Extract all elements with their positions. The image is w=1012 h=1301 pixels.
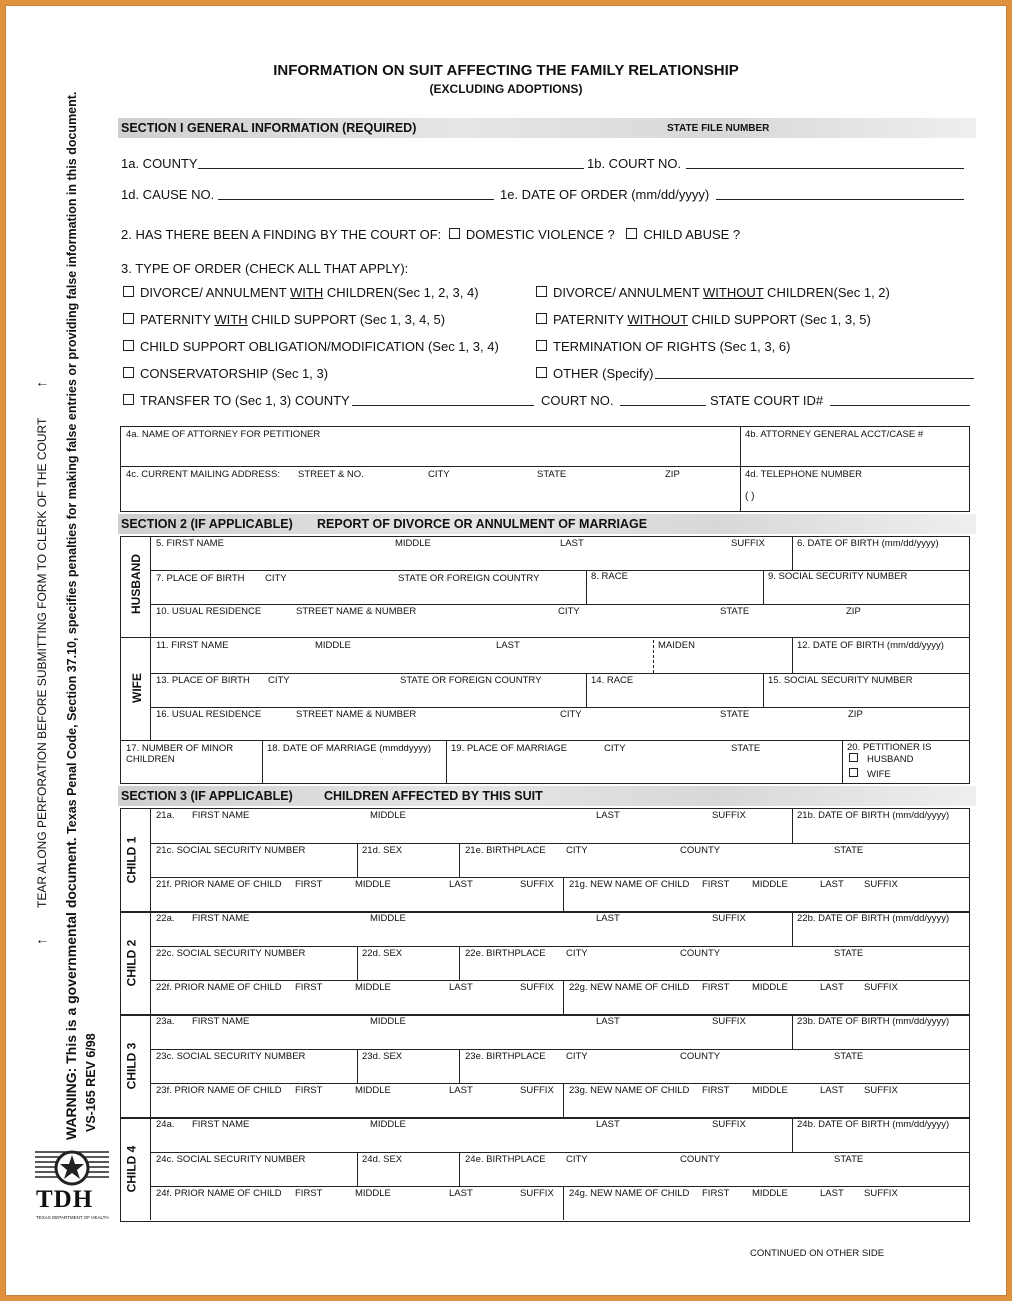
child-ssn-label: 23c. SOCIAL SECURITY NUMBER bbox=[156, 1051, 306, 1062]
date-of-order-label: 1e. DATE OF ORDER (mm/dd/yyyy) bbox=[500, 187, 710, 202]
ag-acct-label: 4b. ATTORNEY GENERAL ACCT/CASE # bbox=[745, 429, 924, 440]
tear-instruction: ↑TEAR ALONG PERFORATION BEFORE SUBMITTING FORM TO CLERK OF THE COURT↑ bbox=[33, 380, 49, 945]
divorce-with-children-checkbox[interactable] bbox=[123, 286, 134, 297]
paternity-with-checkbox[interactable] bbox=[123, 313, 134, 324]
child-first-name-num: 22a. bbox=[156, 913, 175, 924]
child-prior-first-label: FIRST bbox=[295, 879, 323, 890]
city-label: CITY bbox=[428, 469, 450, 480]
child-new-first-label: FIRST bbox=[702, 1085, 730, 1096]
child-new-first-label: FIRST bbox=[702, 879, 730, 890]
arrow-icon: ↑ bbox=[33, 938, 49, 945]
child-prior-name-label: 24f. PRIOR NAME OF CHILD bbox=[156, 1188, 282, 1199]
child-suffix-label: SUFFIX bbox=[712, 810, 746, 821]
court-no-label: 1b. COURT NO. bbox=[587, 156, 682, 171]
child-support-checkbox[interactable] bbox=[123, 340, 134, 351]
child-prior-middle-label: MIDDLE bbox=[355, 1188, 391, 1199]
h-place-of-birth-label: 7. PLACE OF BIRTH bbox=[156, 573, 245, 584]
finding-question: 2. HAS THERE BEEN A FINDING BY THE COURT OF: DOMESTIC VIOLENCE ? CHILD ABUSE ? bbox=[121, 227, 741, 242]
child-last-label: LAST bbox=[596, 810, 620, 821]
child-ssn-label: 24c. SOCIAL SECURITY NUMBER bbox=[156, 1154, 306, 1165]
child-block bbox=[120, 911, 970, 1016]
child-prior-suffix-label: SUFFIX bbox=[520, 1188, 554, 1199]
w-middle-label: MIDDLE bbox=[315, 640, 351, 651]
w-city-label: CITY bbox=[268, 675, 290, 686]
h-res-city-label: CITY bbox=[558, 606, 580, 617]
minor-children-label: 17. NUMBER OF MINOR bbox=[126, 743, 234, 754]
child-prior-middle-label: MIDDLE bbox=[355, 982, 391, 993]
county-label: 1a. COUNTY bbox=[121, 156, 198, 171]
child-city-label: CITY bbox=[566, 1154, 588, 1165]
w-last-label: LAST bbox=[496, 640, 520, 651]
w-place-of-birth-label: 13. PLACE OF BIRTH bbox=[156, 675, 250, 686]
child-county-label: COUNTY bbox=[680, 948, 721, 959]
child-sex-label: 21d. SEX bbox=[362, 845, 403, 856]
child-birthplace-label: 21e. BIRTHPLACE bbox=[465, 845, 546, 856]
h-res-state-label: STATE bbox=[720, 606, 750, 617]
h-ssn-label: 9. SOCIAL SECURITY NUMBER bbox=[768, 571, 908, 582]
child-prior-name-label: 21f. PRIOR NAME OF CHILD bbox=[156, 879, 282, 890]
state-court-id-label: STATE COURT ID# bbox=[710, 393, 824, 408]
state-label: STATE bbox=[537, 469, 567, 480]
other-checkbox[interactable] bbox=[536, 367, 547, 378]
transfer-checkbox[interactable] bbox=[123, 394, 134, 405]
child-middle-label: MIDDLE bbox=[370, 913, 406, 924]
child-prior-middle-label: MIDDLE bbox=[355, 1085, 391, 1096]
child-dob-label: 21b. DATE OF BIRTH (mm/dd/yyyy) bbox=[797, 810, 950, 821]
child-first-name-num: 24a. bbox=[156, 1119, 175, 1130]
h-middle-label: MIDDLE bbox=[395, 538, 431, 549]
child-first-name-label: FIRST NAME bbox=[192, 1119, 250, 1130]
child-city-label: CITY bbox=[566, 948, 588, 959]
child-new-first-label: FIRST bbox=[702, 982, 730, 993]
child-new-name-label: 21g. NEW NAME OF CHILD bbox=[569, 879, 690, 890]
section2-heading-a: SECTION 2 (IF APPLICABLE) bbox=[121, 517, 293, 531]
option-paternity-without: PATERNITY WITHOUT CHILD SUPPORT (Sec 1, 3, 5) bbox=[536, 312, 871, 327]
county-field[interactable] bbox=[198, 168, 584, 169]
paternity-without-checkbox[interactable] bbox=[536, 313, 547, 324]
child-first-name-label: FIRST NAME bbox=[192, 810, 250, 821]
child-new-suffix-label: SUFFIX bbox=[864, 1188, 898, 1199]
logo-subtext: TEXAS DEPARTMENT OF HEALTH bbox=[36, 1215, 109, 1220]
domestic-violence-checkbox[interactable] bbox=[449, 228, 460, 239]
state-file-number-label: STATE FILE NUMBER bbox=[667, 123, 770, 134]
child-new-middle-label: MIDDLE bbox=[752, 982, 788, 993]
section3-heading-a: SECTION 3 (IF APPLICABLE) bbox=[121, 789, 293, 803]
child-prior-last-label: LAST bbox=[449, 982, 473, 993]
continued-note: CONTINUED ON OTHER SIDE bbox=[750, 1248, 885, 1259]
option-conservatorship: CONSERVATORSHIP (Sec 1, 3) bbox=[123, 366, 328, 381]
marriage-state-label: STATE bbox=[731, 743, 761, 754]
marriage-city-label: CITY bbox=[604, 743, 626, 754]
telephone-parens: ( ) bbox=[745, 491, 755, 502]
child-prior-first-label: FIRST bbox=[295, 1188, 323, 1199]
child-new-last-label: LAST bbox=[820, 1085, 844, 1096]
child-new-name-label: 24g. NEW NAME OF CHILD bbox=[569, 1188, 690, 1199]
w-ssn-label: 15. SOCIAL SECURITY NUMBER bbox=[768, 675, 913, 686]
child-prior-first-label: FIRST bbox=[295, 1085, 323, 1096]
child-birthplace-label: 24e. BIRTHPLACE bbox=[465, 1154, 546, 1165]
section1-heading: SECTION I GENERAL INFORMATION (REQUIRED) bbox=[121, 121, 417, 135]
child-new-last-label: LAST bbox=[820, 879, 844, 890]
option-divorce-without-children: DIVORCE/ ANNULMENT WITHOUT CHILDREN(Sec 1, 2) bbox=[536, 285, 890, 300]
child-label: CHILD 3 bbox=[124, 1042, 139, 1090]
place-of-marriage-label: 19. PLACE OF MARRIAGE bbox=[451, 743, 568, 754]
child-suffix-label: SUFFIX bbox=[712, 913, 746, 924]
w-state-country-label: STATE OR FOREIGN COUNTRY bbox=[400, 675, 542, 686]
w-dob-label: 12. DATE OF BIRTH (mm/dd/yyyy) bbox=[797, 640, 944, 651]
child-prior-suffix-label: SUFFIX bbox=[520, 1085, 554, 1096]
child-block bbox=[120, 1014, 970, 1119]
child-dob-label: 23b. DATE OF BIRTH (mm/dd/yyyy) bbox=[797, 1016, 950, 1027]
h-residence-label: 10. USUAL RESIDENCE bbox=[156, 606, 262, 617]
child-suffix-label: SUFFIX bbox=[712, 1016, 746, 1027]
child-prior-name-label: 23f. PRIOR NAME OF CHILD bbox=[156, 1085, 282, 1096]
attorney-name-label: 4a. NAME OF ATTORNEY FOR PETITIONER bbox=[126, 429, 321, 440]
child-new-name-label: 22g. NEW NAME OF CHILD bbox=[569, 982, 690, 993]
child-first-name-label: FIRST NAME bbox=[192, 1016, 250, 1027]
petitioner-label: 20. PETITIONER IS bbox=[847, 742, 932, 753]
w-race-label: 14. RACE bbox=[591, 675, 634, 686]
child-middle-label: MIDDLE bbox=[370, 1016, 406, 1027]
child-ssn-label: 22c. SOCIAL SECURITY NUMBER bbox=[156, 948, 306, 959]
child-label: CHILD 2 bbox=[124, 939, 139, 987]
w-res-state-label: STATE bbox=[720, 709, 750, 720]
child-middle-label: MIDDLE bbox=[370, 810, 406, 821]
child-state-label: STATE bbox=[834, 948, 864, 959]
child-new-middle-label: MIDDLE bbox=[752, 1085, 788, 1096]
child-dob-label: 24b. DATE OF BIRTH (mm/dd/yyyy) bbox=[797, 1119, 950, 1130]
child-last-label: LAST bbox=[596, 1016, 620, 1027]
option-child-support: CHILD SUPPORT OBLIGATION/MODIFICATION (Sec 1, 3, 4) bbox=[123, 339, 499, 354]
child-county-label: COUNTY bbox=[680, 1051, 721, 1062]
section2-heading-b: REPORT OF DIVORCE OR ANNULMENT OF MARRIAGE bbox=[317, 517, 648, 531]
child-new-last-label: LAST bbox=[820, 1188, 844, 1199]
child-state-label: STATE bbox=[834, 1051, 864, 1062]
child-new-suffix-label: SUFFIX bbox=[864, 879, 898, 890]
child-last-label: LAST bbox=[596, 1119, 620, 1130]
w-res-city-label: CITY bbox=[560, 709, 582, 720]
telephone-label: 4d. TELEPHONE NUMBER bbox=[745, 469, 863, 480]
child-last-label: LAST bbox=[596, 913, 620, 924]
page-subtitle: (EXCLUDING ADOPTIONS) bbox=[429, 82, 583, 96]
mailing-address-label: 4c. CURRENT MAILING ADDRESS: bbox=[126, 469, 280, 480]
conservatorship-checkbox[interactable] bbox=[123, 367, 134, 378]
child-new-suffix-label: SUFFIX bbox=[864, 1085, 898, 1096]
child-sex-label: 22d. SEX bbox=[362, 948, 403, 959]
court-no2-label: COURT NO. bbox=[541, 393, 614, 408]
child-block bbox=[120, 1117, 970, 1222]
street-label: STREET & NO. bbox=[298, 469, 364, 480]
option-termination: TERMINATION OF RIGHTS (Sec 1, 3, 6) bbox=[536, 339, 790, 354]
arrow-icon: ↑ bbox=[33, 380, 49, 388]
court-no-field[interactable] bbox=[686, 168, 964, 169]
child-block bbox=[120, 808, 970, 913]
zip-label: ZIP bbox=[665, 469, 680, 480]
child-first-name-num: 21a. bbox=[156, 810, 175, 821]
child-new-middle-label: MIDDLE bbox=[752, 1188, 788, 1199]
date-of-marriage-label: 18. DATE OF MARRIAGE (mmddyyyy) bbox=[267, 743, 431, 754]
w-maiden-label: MAIDEN bbox=[658, 640, 695, 651]
child-label: CHILD 4 bbox=[124, 1145, 139, 1193]
petitioner-husband: HUSBAND bbox=[849, 753, 913, 765]
domestic-violence-label: DOMESTIC VIOLENCE ? bbox=[465, 227, 615, 242]
child-new-middle-label: MIDDLE bbox=[752, 879, 788, 890]
child-prior-first-label: FIRST bbox=[295, 982, 323, 993]
wife-label: WIFE bbox=[130, 673, 144, 703]
child-abuse-checkbox[interactable] bbox=[626, 228, 637, 239]
warning-text: WARNING: This is a governmental document. Texas Penal Code, Section 37.10, specifies penalties for making false entries or providing false information in this document. bbox=[63, 91, 79, 1140]
option-paternity-with: PATERNITY WITH CHILD SUPPORT (Sec 1, 3, 4, 5) bbox=[123, 312, 445, 327]
h-suffix-label: SUFFIX bbox=[731, 538, 765, 549]
h-last-label: LAST bbox=[560, 538, 584, 549]
child-prior-suffix-label: SUFFIX bbox=[520, 982, 554, 993]
cause-no-field[interactable] bbox=[218, 199, 494, 200]
child-new-first-label: FIRST bbox=[702, 1188, 730, 1199]
child-state-label: STATE bbox=[834, 1154, 864, 1165]
child-prior-last-label: LAST bbox=[449, 879, 473, 890]
child-label: CHILD 1 bbox=[124, 836, 139, 884]
child-new-suffix-label: SUFFIX bbox=[864, 982, 898, 993]
child-first-name-label: FIRST NAME bbox=[192, 913, 250, 924]
child-birthplace-label: 23e. BIRTHPLACE bbox=[465, 1051, 546, 1062]
child-state-label: STATE bbox=[834, 845, 864, 856]
child-prior-last-label: LAST bbox=[449, 1085, 473, 1096]
petitioner-husband-checkbox[interactable] bbox=[849, 753, 858, 762]
h-res-zip-label: ZIP bbox=[846, 606, 861, 617]
child-prior-suffix-label: SUFFIX bbox=[520, 879, 554, 890]
child-new-last-label: LAST bbox=[820, 982, 844, 993]
h-city-label: CITY bbox=[265, 573, 287, 584]
w-residence-label: 16. USUAL RESIDENCE bbox=[156, 709, 262, 720]
child-prior-name-label: 22f. PRIOR NAME OF CHILD bbox=[156, 982, 282, 993]
section3-heading-b: CHILDREN AFFECTED BY THIS SUIT bbox=[324, 789, 543, 803]
child-prior-middle-label: MIDDLE bbox=[355, 879, 391, 890]
option-transfer: TRANSFER TO (Sec 1, 3) COUNTY bbox=[123, 393, 350, 408]
option-other: OTHER (Specify) bbox=[536, 366, 653, 381]
child-suffix-label: SUFFIX bbox=[712, 1119, 746, 1130]
child-sex-label: 24d. SEX bbox=[362, 1154, 403, 1165]
h-street-label: STREET NAME & NUMBER bbox=[296, 606, 417, 617]
child-birthplace-label: 22e. BIRTHPLACE bbox=[465, 948, 546, 959]
child-middle-label: MIDDLE bbox=[370, 1119, 406, 1130]
child-abuse-label: CHILD ABUSE ? bbox=[643, 227, 741, 242]
child-ssn-label: 21c. SOCIAL SECURITY NUMBER bbox=[156, 845, 306, 856]
cause-no-label: 1d. CAUSE NO. bbox=[121, 187, 215, 202]
date-of-order-field[interactable] bbox=[716, 199, 964, 200]
w-res-zip-label: ZIP bbox=[848, 709, 863, 720]
petitioner-wife-checkbox[interactable] bbox=[849, 768, 858, 777]
child-county-label: COUNTY bbox=[680, 845, 721, 856]
child-dob-label: 22b. DATE OF BIRTH (mm/dd/yyyy) bbox=[797, 913, 950, 924]
h-dob-label: 6. DATE OF BIRTH (mm/dd/yyyy) bbox=[797, 538, 939, 549]
h-race-label: 8. RACE bbox=[591, 571, 628, 582]
h-first-name-label: 5. FIRST NAME bbox=[156, 538, 224, 549]
option-divorce-with-children: DIVORCE/ ANNULMENT WITH CHILDREN(Sec 1, 2, 3, 4) bbox=[123, 285, 479, 300]
w-first-name-label: 11. FIRST NAME bbox=[156, 640, 229, 651]
divorce-without-children-checkbox[interactable] bbox=[536, 286, 547, 297]
page-title: INFORMATION ON SUIT AFFECTING THE FAMILY RELATIONSHIP bbox=[273, 62, 739, 79]
termination-checkbox[interactable] bbox=[536, 340, 547, 351]
child-new-name-label: 23g. NEW NAME OF CHILD bbox=[569, 1085, 690, 1096]
child-city-label: CITY bbox=[566, 845, 588, 856]
child-prior-last-label: LAST bbox=[449, 1188, 473, 1199]
w-street-label: STREET NAME & NUMBER bbox=[296, 709, 417, 720]
h-state-country-label: STATE OR FOREIGN COUNTRY bbox=[398, 573, 540, 584]
petitioner-wife: WIFE bbox=[849, 768, 891, 780]
form-number: VS-165 REV 6/98 bbox=[84, 1033, 98, 1132]
other-specify-field[interactable] bbox=[655, 378, 974, 379]
transfer-county-field[interactable] bbox=[352, 405, 534, 406]
child-county-label: COUNTY bbox=[680, 1154, 721, 1165]
child-city-label: CITY bbox=[566, 1051, 588, 1062]
husband-label: HUSBAND bbox=[129, 554, 143, 614]
minor-children-label-2: CHILDREN bbox=[126, 754, 175, 765]
child-sex-label: 23d. SEX bbox=[362, 1051, 403, 1062]
logo-text: TDH bbox=[36, 1186, 94, 1213]
state-court-id-field[interactable] bbox=[830, 405, 970, 406]
type-of-order-label: 3. TYPE OF ORDER (CHECK ALL THAT APPLY): bbox=[121, 261, 409, 276]
child-first-name-num: 23a. bbox=[156, 1016, 175, 1027]
court-no2-field[interactable] bbox=[620, 405, 706, 406]
